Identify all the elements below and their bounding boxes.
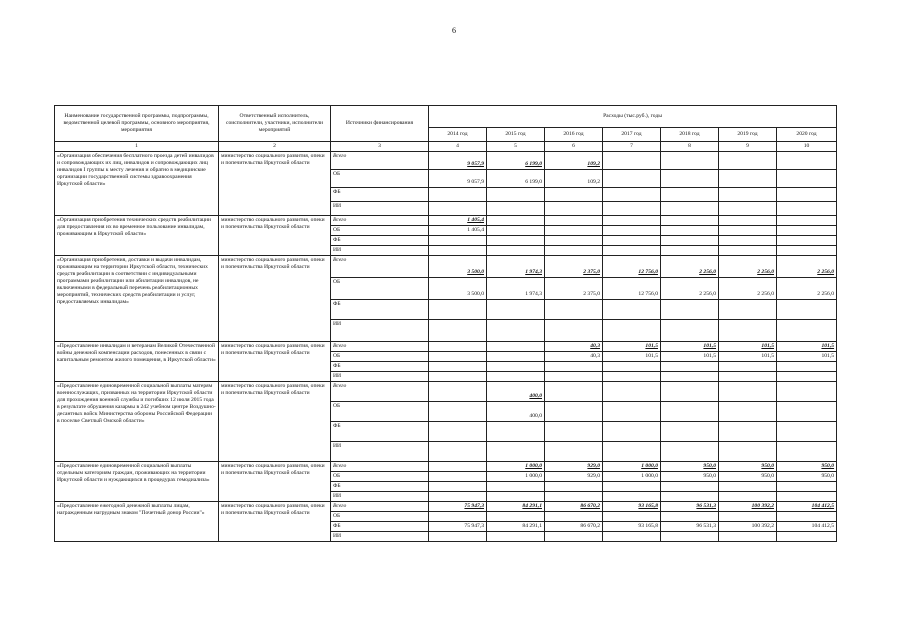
expense-value <box>545 235 603 245</box>
expense-value <box>719 511 777 521</box>
program-name: «Организация приобретения, доставки и выдачи инвалидам, проживающим на территории Иркутской области, технических средств реабилитации в соответствии с индивидуальными программами реабилитации или абилитации инвалидов, не включенными в федеральный перечень реабилитационных мероприятий, технических средств реабилитации и услуг, предоставляемых инвалидам» <box>55 255 219 341</box>
header-year: 2018 год <box>661 128 719 142</box>
expense-value <box>603 441 661 461</box>
funding-source: ФБ <box>331 521 429 531</box>
expense-value <box>545 511 603 521</box>
program-name: «Предоставление ежегодной денежной выплаты лицам, награжденным нагрудным знаком "Почетный донор России"» <box>55 501 219 541</box>
expense-value <box>487 341 545 351</box>
expense-value: 75 947,3 <box>429 501 487 511</box>
expense-value <box>777 201 837 215</box>
expense-value <box>603 169 661 187</box>
funding-source: ФБ <box>331 235 429 245</box>
expense-value: 1 000,0 <box>487 471 545 481</box>
expense-value <box>661 215 719 225</box>
expense-value <box>603 381 661 401</box>
expense-value: 104 412,5 <box>777 501 837 511</box>
responsible-executor: министерство социального развития, опеки и попечительства Иркутской области <box>219 461 331 501</box>
expense-value <box>545 371 603 381</box>
expense-value <box>603 245 661 255</box>
expense-value <box>719 201 777 215</box>
expense-value <box>661 401 719 421</box>
page-number: 6 <box>452 26 456 35</box>
expense-value: 75 947,3 <box>429 521 487 531</box>
expense-value <box>487 319 545 341</box>
expense-value <box>429 531 487 541</box>
funding-source: ИИ <box>331 491 429 501</box>
expense-value <box>603 299 661 319</box>
expense-value <box>719 235 777 245</box>
expense-value <box>777 299 837 319</box>
expense-value: 2 256,0 <box>719 255 777 277</box>
expense-value <box>603 319 661 341</box>
expense-value: 101,5 <box>603 341 661 351</box>
header-year: 2017 год <box>603 128 661 142</box>
expense-value <box>777 381 837 401</box>
funding-source: Всего <box>331 215 429 225</box>
funding-source: ОБ <box>331 277 429 299</box>
expense-value <box>603 225 661 235</box>
header-sources: Источники финансирования <box>331 106 429 142</box>
funding-source: Всего <box>331 501 429 511</box>
col-number: 8 <box>661 142 719 152</box>
expense-value: 96 531,3 <box>661 521 719 531</box>
expense-value <box>429 341 487 351</box>
funding-source: ИИ <box>331 531 429 541</box>
funding-source: ФБ <box>331 187 429 201</box>
funding-source: ОБ <box>331 471 429 481</box>
expense-value <box>429 299 487 319</box>
expense-value <box>719 187 777 201</box>
funding-source: Всего <box>331 255 429 277</box>
expense-value: 950,0 <box>661 461 719 471</box>
expense-value: 101,5 <box>719 351 777 361</box>
expense-value <box>661 381 719 401</box>
expense-value <box>603 201 661 215</box>
expense-value <box>429 381 487 401</box>
expense-value <box>429 351 487 361</box>
expense-value <box>429 245 487 255</box>
expense-value: 3 500,0 <box>429 255 487 277</box>
table-row <box>55 151 837 169</box>
expense-value: 109,2 <box>545 169 603 187</box>
table-row <box>55 255 837 277</box>
expense-value <box>661 245 719 255</box>
expense-value <box>545 245 603 255</box>
expense-value: 101,5 <box>777 341 837 351</box>
expense-value <box>603 235 661 245</box>
funding-source: ИИ <box>331 201 429 215</box>
expense-value <box>661 225 719 235</box>
expense-value <box>777 491 837 501</box>
expense-value <box>603 531 661 541</box>
expense-value: 86 670,2 <box>545 501 603 511</box>
expense-value: 1 405,4 <box>429 225 487 235</box>
expense-value <box>661 371 719 381</box>
expense-value <box>603 421 661 441</box>
expense-value: 93 165,8 <box>603 501 661 511</box>
expense-value <box>429 201 487 215</box>
expense-value <box>719 381 777 401</box>
expense-value <box>429 511 487 521</box>
expense-value <box>545 381 603 401</box>
expense-value <box>777 215 837 225</box>
expense-value <box>545 481 603 491</box>
expense-value <box>429 371 487 381</box>
funding-source: Всего <box>331 461 429 471</box>
header-year: 2016 год <box>545 128 603 142</box>
expense-value: 100 392,2 <box>719 501 777 511</box>
expense-value: 12 756,0 <box>603 277 661 299</box>
header-year: 2019 год <box>719 128 777 142</box>
expense-value <box>487 235 545 245</box>
program-name: «Предоставление инвалидам и ветеранам Великой Отечественной войны денежной компенсации расходов, понесенных в связи с капитальным ремонтом жилого помещения, в Иркутской области» <box>55 341 219 381</box>
expense-value <box>777 531 837 541</box>
expense-value <box>661 201 719 215</box>
expense-value <box>777 511 837 521</box>
funding-source: ИИ <box>331 319 429 341</box>
expense-value <box>545 299 603 319</box>
expense-value <box>777 235 837 245</box>
expense-value: 950,0 <box>661 471 719 481</box>
header-year: 2020 год <box>777 128 837 142</box>
expense-value: 2 256,0 <box>777 255 837 277</box>
expense-value: 109,2 <box>545 151 603 169</box>
expense-value <box>719 245 777 255</box>
expense-value <box>429 401 487 421</box>
expense-value: 93 165,8 <box>603 521 661 531</box>
expense-value: 400,0 <box>487 381 545 401</box>
program-name: «Организация приобретения технических средств реабилитации для предоставления их во временное пользование инвалидам, проживающим в Иркутской области» <box>55 215 219 255</box>
expense-value <box>777 371 837 381</box>
expense-value <box>719 401 777 421</box>
expense-value: 2 375,0 <box>545 277 603 299</box>
expense-value <box>429 361 487 371</box>
funding-source: ИИ <box>331 245 429 255</box>
expense-value: 84 291,1 <box>487 521 545 531</box>
expense-value <box>661 299 719 319</box>
expense-value <box>429 491 487 501</box>
funding-source: ОБ <box>331 169 429 187</box>
expense-value <box>429 187 487 201</box>
expense-value: 101,5 <box>719 341 777 351</box>
expense-value <box>603 187 661 201</box>
funding-source: ФБ <box>331 299 429 319</box>
expense-value <box>603 215 661 225</box>
funding-source: Всего <box>331 151 429 169</box>
expense-value: 400,0 <box>487 401 545 421</box>
expense-value <box>719 151 777 169</box>
header-expenses: Расходы (тыс.руб.), годы <box>429 106 837 128</box>
col-number: 9 <box>719 142 777 152</box>
col-number: 2 <box>219 142 331 152</box>
expense-value <box>487 481 545 491</box>
expense-value <box>661 481 719 491</box>
funding-source: ИИ <box>331 371 429 381</box>
budget-table <box>54 105 837 542</box>
expense-value: 1 000,0 <box>603 471 661 481</box>
header-responsible: Ответственный исполнитель, соисполнители, участники, исполнители мероприятий <box>219 106 331 142</box>
table-row <box>55 341 837 351</box>
expense-value: 950,0 <box>777 461 837 471</box>
expense-value <box>719 299 777 319</box>
expense-value <box>487 351 545 361</box>
expense-value <box>777 401 837 421</box>
expense-value <box>487 299 545 319</box>
expense-value <box>661 531 719 541</box>
funding-source: Всего <box>331 341 429 351</box>
expense-value <box>719 491 777 501</box>
expense-value <box>487 441 545 461</box>
expense-value <box>545 441 603 461</box>
expense-value <box>719 169 777 187</box>
expense-value <box>487 361 545 371</box>
program-name: «Предоставление единовременной социальной выплаты матерям военнослужащих, призванных на территории Иркутской области для прохождения военной службы и погибших 12 июля 2015 года в результате обрушения казармы в 242 учебном центре Воздушно-десантных войск Министерства обороны Российской Федерации в поселке Светлый Омской области» <box>55 381 219 461</box>
expense-value <box>661 441 719 461</box>
expense-value <box>661 235 719 245</box>
expense-value <box>487 511 545 521</box>
expense-value: 2 375,0 <box>545 255 603 277</box>
expense-value: 12 756,0 <box>603 255 661 277</box>
expense-value: 101,5 <box>661 351 719 361</box>
expense-value <box>545 215 603 225</box>
funding-source: ФБ <box>331 481 429 491</box>
expense-value: 40,3 <box>545 351 603 361</box>
expense-value <box>545 401 603 421</box>
expense-value <box>429 319 487 341</box>
expense-value: 1 974,3 <box>487 277 545 299</box>
expense-value: 6 199,0 <box>487 151 545 169</box>
expense-value <box>719 441 777 461</box>
responsible-executor: министерство социального развития, опеки и попечительства Иркутской области <box>219 151 331 215</box>
expense-value: 101,5 <box>661 341 719 351</box>
program-name: «Организация обеспечения бесплатного проезда детей инвалидов и сопровождающих их лиц, инвалидов и сопровождающих лиц инвалидов I группы к месту лечения и обратно в медицинские организации государственной системы здравоохранения Иркутской области» <box>55 151 219 215</box>
expense-value <box>661 187 719 201</box>
col-number: 1 <box>55 142 219 152</box>
expense-value <box>429 461 487 471</box>
expense-value <box>661 491 719 501</box>
col-number: 10 <box>777 142 837 152</box>
expense-value <box>777 169 837 187</box>
expense-value <box>603 491 661 501</box>
responsible-executor: министерство социального развития, опеки и попечительства Иркутской области <box>219 341 331 381</box>
funding-source: ОБ <box>331 225 429 235</box>
expense-value <box>661 151 719 169</box>
expense-value: 1 000,0 <box>603 461 661 471</box>
expense-value <box>429 481 487 491</box>
expense-value <box>603 371 661 381</box>
expense-value <box>661 319 719 341</box>
expense-value: 929,0 <box>545 471 603 481</box>
expense-value <box>777 187 837 201</box>
responsible-executor: министерство социального развития, опеки и попечительства Иркутской области <box>219 501 331 541</box>
expense-value: 2 256,0 <box>719 277 777 299</box>
expense-value: 101,5 <box>777 351 837 361</box>
expense-value <box>719 225 777 235</box>
expense-value <box>487 201 545 215</box>
funding-source: Всего <box>331 381 429 401</box>
expense-value: 3 500,0 <box>429 277 487 299</box>
expense-value <box>545 225 603 235</box>
expense-value: 2 256,0 <box>661 255 719 277</box>
expense-value: 950,0 <box>719 471 777 481</box>
expense-value <box>603 401 661 421</box>
expense-value <box>487 491 545 501</box>
expense-value <box>545 319 603 341</box>
expense-value <box>719 319 777 341</box>
expense-value <box>719 481 777 491</box>
expense-value: 6 199,0 <box>487 169 545 187</box>
table-row <box>55 381 837 401</box>
expense-value: 104 412,5 <box>777 521 837 531</box>
expense-value <box>661 361 719 371</box>
expense-value <box>545 531 603 541</box>
funding-source: ФБ <box>331 421 429 441</box>
expense-value: 101,5 <box>603 351 661 361</box>
expense-value <box>777 245 837 255</box>
expense-value <box>487 215 545 225</box>
expense-value <box>487 531 545 541</box>
col-number: 4 <box>429 142 487 152</box>
expense-value <box>777 361 837 371</box>
expense-value <box>603 481 661 491</box>
expense-value <box>603 361 661 371</box>
expense-value <box>719 361 777 371</box>
responsible-executor: министерство социального развития, опеки и попечительства Иркутской области <box>219 255 331 341</box>
header-year: 2015 год <box>487 128 545 142</box>
col-number: 5 <box>487 142 545 152</box>
expense-value: 40,3 <box>545 341 603 351</box>
expense-value: 86 670,2 <box>545 521 603 531</box>
expense-value <box>603 151 661 169</box>
expense-value <box>487 371 545 381</box>
expense-value <box>777 481 837 491</box>
expense-value: 1 974,3 <box>487 255 545 277</box>
expense-value <box>429 235 487 245</box>
expense-value: 929,0 <box>545 461 603 471</box>
expense-value <box>603 511 661 521</box>
expense-value: 2 256,0 <box>777 277 837 299</box>
col-number: 6 <box>545 142 603 152</box>
funding-source: ОБ <box>331 351 429 361</box>
table-row <box>55 501 837 511</box>
responsible-executor: министерство социального развития, опеки и попечительства Иркутской области <box>219 215 331 255</box>
expense-value: 96 531,3 <box>661 501 719 511</box>
expense-value <box>719 215 777 225</box>
responsible-executor: министерство социального развития, опеки и попечительства Иркутской области <box>219 381 331 461</box>
expense-value: 950,0 <box>777 471 837 481</box>
expense-value <box>545 491 603 501</box>
expense-value <box>719 421 777 441</box>
expense-value <box>429 421 487 441</box>
expense-value <box>777 319 837 341</box>
expense-value <box>719 531 777 541</box>
expense-value <box>487 245 545 255</box>
expense-value <box>719 371 777 381</box>
expense-value <box>777 441 837 461</box>
expense-value <box>487 187 545 201</box>
expense-value: 100 392,2 <box>719 521 777 531</box>
funding-source: ИИ <box>331 441 429 461</box>
expense-value: 1 405,4 <box>429 215 487 225</box>
funding-source: ФБ <box>331 361 429 371</box>
expense-value: 9 057,9 <box>429 169 487 187</box>
table-row <box>55 461 837 471</box>
expense-value <box>545 187 603 201</box>
expense-value <box>487 225 545 235</box>
expense-value: 9 057,9 <box>429 151 487 169</box>
expense-value <box>777 151 837 169</box>
expense-value <box>661 421 719 441</box>
col-number: 7 <box>603 142 661 152</box>
expense-value <box>545 361 603 371</box>
expense-value <box>777 225 837 235</box>
expense-value: 84 291,1 <box>487 501 545 511</box>
col-number: 3 <box>331 142 429 152</box>
expense-value: 950,0 <box>719 461 777 471</box>
expense-value <box>429 471 487 481</box>
expense-value <box>487 421 545 441</box>
expense-value <box>545 421 603 441</box>
expense-value <box>429 441 487 461</box>
header-name: Наименование государственной программы, подпрограммы, ведомственной целевой программы, основного мероприятия, мероприятия <box>55 106 219 142</box>
expense-value <box>777 421 837 441</box>
expense-value <box>661 511 719 521</box>
expense-value <box>661 169 719 187</box>
expense-value: 1 000,0 <box>487 461 545 471</box>
expense-value: 2 256,0 <box>661 277 719 299</box>
funding-source: ОБ <box>331 511 429 521</box>
program-name: «Предоставление единовременной социальной выплаты отдельным категориям граждан, проживающих на территории Иркутской области и нуждающихся в процедурах гемодиализа» <box>55 461 219 501</box>
funding-source: ОБ <box>331 401 429 421</box>
table-row <box>55 215 837 225</box>
header-year: 2014 год <box>429 128 487 142</box>
expense-value <box>545 201 603 215</box>
